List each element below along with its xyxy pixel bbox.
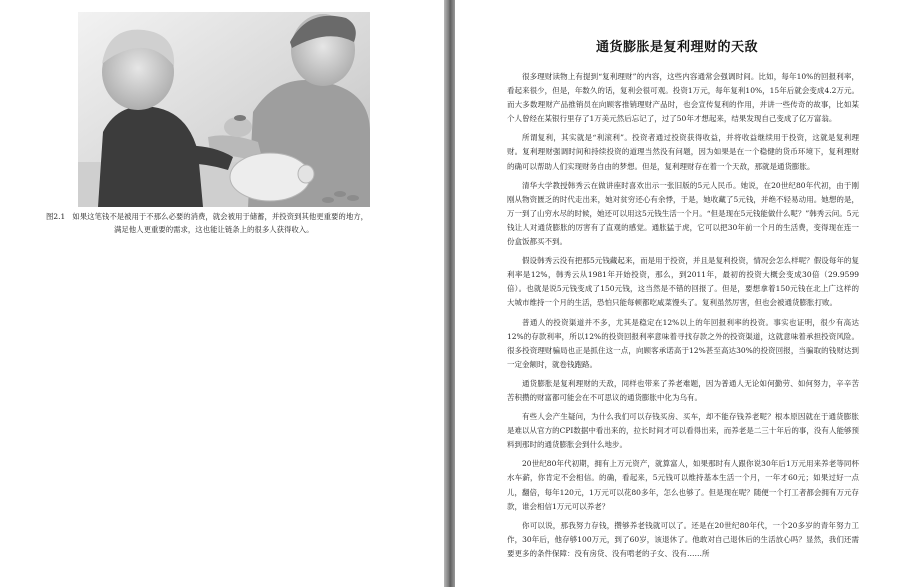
paragraph: 很多理财读物上有提到“复利理财”的内容，这些内容通常会强调时间。比如，每年10%的回报利率，看起来很少，但是，年数久的话，复利会很可观。投资1万元，每年复利10%，15年后就会变成4.2万元。而大多数理财产品推销员在向顾客推销理财产品时，也会宣传复利的作用，并讲一些传奇的故事，比如某个人曾经在某银行里存了1万美元然后忘记了，过了50年才想起来，结果发现自己变成了亿万富翁。 bbox=[507, 72, 859, 124]
caption-line-2: 满足他人更重要的需求，这也能让链条上的很多人获得收入。 bbox=[114, 224, 314, 234]
caption-line-1: 如果这笔钱不是被用于不那么必要的消费，就会被用于储蓄，并投资到其他更重要的地方， bbox=[72, 212, 368, 221]
book-gutter bbox=[444, 0, 455, 587]
right-page bbox=[455, 0, 899, 587]
paragraph: 普通人的投资渠道并不多，尤其是稳定在12%以上的年回报利率的投资。事实也证明，很少有高达12%的存款利率，所以12%的投资回报利率意味着寻找存款之外的投资渠道，这就意味着承担投资风险。很多投资理财骗局也正是抓住这一点，向顾客承诺高于12%甚至高达30%的投资回报，当骗取的钱财达到一定金额时，就卷钱跑路。 bbox=[507, 317, 859, 369]
left-page bbox=[0, 0, 444, 587]
paragraph: 所谓复利，其实就是“利滚利”。投资者通过投资获得收益，并将收益继续用于投资，这就是复利理财。复利理财强调时间和持续投资的道理当然没有问题，因为如果是在一个稳健的货币环境下，复利理财的确可以帮助人们实现财务自由的梦想。但是，复利理财存在着一个天敌，那就是通货膨胀。 bbox=[507, 133, 859, 171]
paragraph: 假设韩秀云没有把那5元钱藏起来，而是用于投资，并且是复利投资，情况会怎么样呢？假设每年的复利率是12%，韩秀云从1981年开始投资，那么，到2011年，最初的投资大概会变成30倍（29.9599倍）。也就是说5元钱变成了150元钱，这当然是不错的回报了。但是，要想拿着150元钱在北上广这样的大城市维持一个月的生活，恐怕只能每顿都吃咸菜馒头了。复利虽然厉害，但也会被通货膨胀打败。 bbox=[507, 256, 859, 308]
photo-image bbox=[78, 12, 370, 207]
paragraph: 你可以说，那我努力存钱，攒够养老钱就可以了。还是在20世纪80年代，一个20多岁的青年努力工作，30年后，他存够100万元，到了60岁，该退休了。他敢对自己退休后的生活放心吗？显然，我们还需要更多的条件保障：没有房贷、没有啃老的子女、没有……所 bbox=[507, 520, 859, 558]
paragraph: 20世纪80年代初期，拥有上万元资产，就算富人，如果那时有人跟你说30年后1万元用来养老等同杯水车薪，你肯定不会相信。的确，看起来，5元钱可以维持基本生活一个月，一年才60元；如果过好一点儿，翻倍，每年120元，1万元可以花80多年，怎么也够了。但是现在呢？随便一个打工者都会拥有万元存款，谁会相信1万元可以养老？ bbox=[507, 459, 859, 511]
section-title: 通货膨胀是复利理财的天敌 bbox=[595, 40, 758, 55]
figure-label: 图2.1 bbox=[46, 212, 66, 221]
paragraph: 清华大学教授韩秀云在做讲座时喜欢出示一张旧版的5元人民币。她说，在20世纪80年代初，由于刚刚从物资匮乏的时代走出来，她对贫穷还心有余悸，于是，她收藏了5元钱，并绝不轻易动用。她想的是，万一到了山穷水尽的时候，她还可以用这5元钱生活一个月。“但是现在5元钱能做什么呢？”韩秀云问。5元钱让人对通货膨胀的厉害有了直观的感觉。通胀猛于虎，它可以把30年前一个月的生活费，变得现在连一份盒饭都买不到。 bbox=[507, 180, 859, 247]
paragraph: 有些人会产生疑问，为什么我们可以存钱买房、买车，却不能存钱养老呢？根本原因就在于通货膨胀是难以从官方的CPI数据中看出来的，拉长时间才可以看得出来，而养老是二三十年后的事，没有人能够预料到那时的通货膨胀会到什么地步。 bbox=[507, 412, 859, 450]
figure-photo bbox=[78, 12, 370, 207]
figure-caption bbox=[46, 211, 426, 236]
body-text bbox=[507, 70, 859, 566]
paragraph: 通货膨胀是复利理财的天敌，同样也带来了养老难题，因为普通人无论如何勤劳、如何努力，辛辛苦苦积攒的财富都可能会在不可思议的通货膨胀中化为乌有。 bbox=[507, 378, 859, 402]
